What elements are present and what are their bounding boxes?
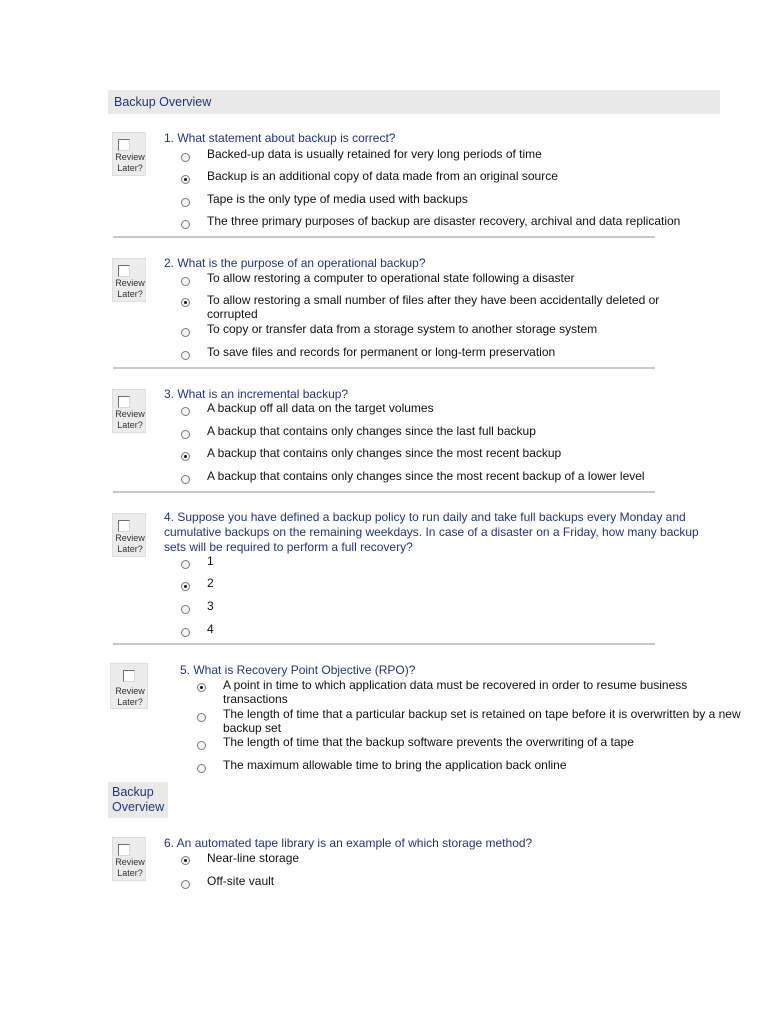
- option-label: 2: [207, 576, 214, 590]
- divider: [113, 643, 655, 645]
- option-label: Backed-up data is usually retained for very long periods of time: [207, 147, 542, 161]
- option-radio[interactable]: [181, 351, 190, 360]
- option-label: A backup that contains only changes since the most recent backup: [207, 446, 562, 460]
- option-label: To copy or transfer data from a storage system to another storage system: [207, 322, 598, 336]
- review-later-checkbox[interactable]: [118, 844, 130, 856]
- option-label: Off-site vault: [207, 874, 275, 888]
- option-label: A backup that contains only changes since the most recent backup of a lower level: [207, 469, 645, 483]
- option-label: The length of time that a particular backup set is retained on tape before it is overwritten by a new backup set: [223, 707, 741, 735]
- option-radio[interactable]: [181, 880, 190, 889]
- option-radio[interactable]: [181, 220, 190, 229]
- option-radio[interactable]: [197, 764, 206, 773]
- option-radio[interactable]: [181, 605, 190, 614]
- option-label: The maximum allowable time to bring the application back online: [223, 758, 567, 772]
- option-label: 3: [207, 599, 214, 613]
- option-label: 1: [207, 554, 214, 568]
- option-label: A point in time to which application data must be recovered in order to resume business transactions: [223, 678, 688, 706]
- option-label: To allow restoring a small number of files after they have been accidentally deleted or corrupted: [207, 293, 660, 321]
- question-text: 2. What is the purpose of an operational backup?: [164, 256, 426, 270]
- option-radio[interactable]: [181, 475, 190, 484]
- section-header-2: [108, 782, 168, 818]
- option-label: Tape is the only type of media used with backups: [207, 192, 468, 206]
- option-radio-selected[interactable]: [181, 452, 190, 461]
- review-later-label: Review Later?: [115, 278, 145, 299]
- divider: [113, 367, 655, 369]
- divider: [113, 491, 655, 493]
- review-later-checkbox[interactable]: [118, 396, 130, 408]
- option-radio[interactable]: [181, 277, 190, 286]
- review-later-label: Review Later?: [115, 409, 145, 430]
- option-label: Near-line storage: [207, 851, 300, 865]
- question-text: 3. What is an incremental backup?: [164, 387, 349, 401]
- review-later-label: Review Later?: [115, 686, 145, 707]
- section-header-2-line2: Overview: [112, 800, 165, 814]
- question-text: 5. What is Recovery Point Objective (RPO)?: [180, 663, 416, 677]
- option-radio[interactable]: [181, 430, 190, 439]
- option-radio-selected[interactable]: [181, 298, 190, 307]
- option-label: A backup off all data on the target volumes: [207, 401, 434, 415]
- option-radio[interactable]: [197, 741, 206, 750]
- option-radio-selected[interactable]: [197, 683, 206, 692]
- option-radio[interactable]: [181, 153, 190, 162]
- review-later-checkbox[interactable]: [123, 670, 135, 682]
- review-later-checkbox[interactable]: [118, 265, 130, 277]
- section-header: Backup Overview: [108, 90, 720, 114]
- review-later-checkbox[interactable]: [118, 520, 130, 532]
- option-radio-selected[interactable]: [181, 582, 190, 591]
- review-later-label: Review Later?: [115, 533, 145, 554]
- review-later-box[interactable]: [112, 132, 146, 176]
- review-later-box[interactable]: [112, 258, 146, 302]
- question-text: 4. Suppose you have defined a backup policy to run daily and take full backups every Monday and cumulative backups on the remaining weekdays. In case of a disaster on a Friday, how many backup sets will be required to perform a full recovery?: [164, 510, 699, 554]
- option-label: The length of time that the backup software prevents the overwriting of a tape: [223, 735, 634, 749]
- option-label: A backup that contains only changes since the last full backup: [207, 424, 536, 438]
- option-label: 4: [207, 622, 214, 636]
- review-later-box[interactable]: [112, 837, 146, 881]
- section-header-2-line1: Backup: [112, 785, 154, 799]
- option-radio[interactable]: [181, 198, 190, 207]
- review-later-box[interactable]: [112, 513, 146, 557]
- review-later-label: Review Later?: [115, 152, 145, 173]
- option-radio[interactable]: [181, 328, 190, 337]
- option-label: The three primary purposes of backup are disaster recovery, archival and data replication: [207, 214, 681, 228]
- review-later-label: Review Later?: [115, 857, 145, 878]
- option-radio[interactable]: [181, 560, 190, 569]
- option-radio-selected[interactable]: [181, 856, 190, 865]
- question-text: 6. An automated tape library is an example of which storage method?: [164, 836, 533, 850]
- review-later-box[interactable]: [112, 389, 146, 433]
- option-radio[interactable]: [181, 407, 190, 416]
- review-later-box[interactable]: [110, 663, 148, 709]
- review-later-checkbox[interactable]: [118, 139, 130, 151]
- divider: [113, 236, 655, 238]
- option-label: To allow restoring a computer to operational state following a disaster: [207, 271, 575, 285]
- option-label: Backup is an additional copy of data made from an original source: [207, 169, 558, 183]
- option-radio[interactable]: [197, 713, 206, 722]
- option-radio[interactable]: [181, 628, 190, 637]
- question-text: 1. What statement about backup is correct?: [164, 131, 396, 145]
- option-label: To save files and records for permanent or long-term preservation: [207, 345, 556, 359]
- option-radio-selected[interactable]: [181, 175, 190, 184]
